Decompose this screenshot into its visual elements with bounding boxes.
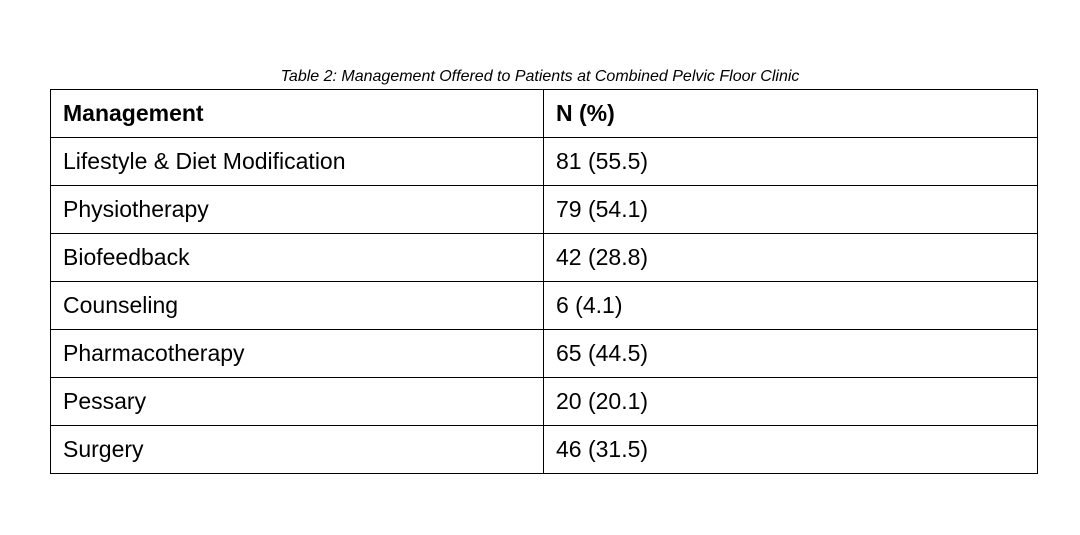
n-percent-cell: 42 (28.8): [544, 234, 1038, 282]
management-cell: Biofeedback: [51, 234, 544, 282]
header-n-percent: N (%): [544, 90, 1038, 138]
management-cell: Counseling: [51, 282, 544, 330]
management-cell: Pharmacotherapy: [51, 330, 544, 378]
n-percent-cell: 65 (44.5): [544, 330, 1038, 378]
table-row: [51, 378, 1038, 426]
table-row: [51, 234, 1038, 282]
table-header-row: [51, 90, 1038, 138]
header-management: Management: [51, 90, 544, 138]
n-percent-cell: 79 (54.1): [544, 186, 1038, 234]
table-caption: Table 2: Management Offered to Patients at Combined Pelvic Floor Clinic: [280, 68, 800, 85]
table-row: [51, 426, 1038, 474]
n-percent-cell: 46 (31.5): [544, 426, 1038, 474]
n-percent-cell: 6 (4.1): [544, 282, 1038, 330]
table-row: [51, 186, 1038, 234]
management-cell: Surgery: [51, 426, 544, 474]
management-cell: Pessary: [51, 378, 544, 426]
table-row: [51, 330, 1038, 378]
n-percent-cell: 81 (55.5): [544, 138, 1038, 186]
management-cell: Lifestyle & Diet Modification: [51, 138, 544, 186]
table-row: [51, 138, 1038, 186]
table-row: [51, 282, 1038, 330]
n-percent-cell: 20 (20.1): [544, 378, 1038, 426]
management-cell: Physiotherapy: [51, 186, 544, 234]
management-table: [50, 89, 1038, 474]
